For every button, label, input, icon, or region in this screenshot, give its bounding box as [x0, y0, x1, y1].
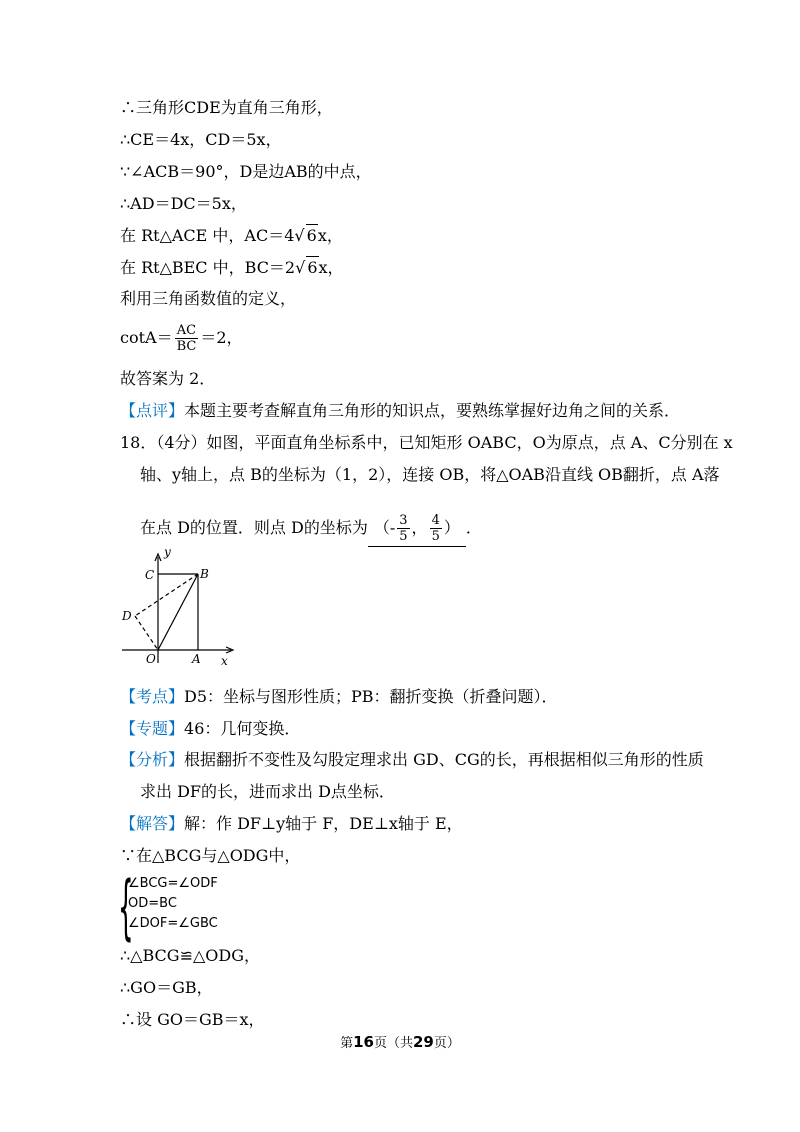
text-segment: cotA＝ — [120, 328, 173, 347]
page-total: 29 — [413, 1033, 434, 1051]
text-segment: x， — [318, 258, 344, 277]
coordinate-figure — [118, 545, 243, 670]
question-line: 轴、y轴上，点 B的坐标为（1，2），连接 OB，将△OAB沿直线 OB翻折，点 A落 — [140, 465, 720, 484]
fraction — [430, 513, 442, 544]
numerator: 3 — [399, 513, 408, 528]
proof-line: ∴设 GO＝GB＝x， — [120, 1010, 265, 1029]
zhuanti-tag: 【专题】 — [120, 719, 185, 738]
diagonal-ob — [158, 574, 198, 650]
jieda-tag: 【解答】 — [120, 814, 185, 833]
numerator: AC — [175, 323, 199, 339]
label-x: x — [221, 654, 228, 668]
question-line: 18．（4分）如图，平面直角坐标系中，已知矩形 OABC，O为原点，点 A、C分别在 x — [120, 433, 733, 452]
text-line: ∴AD＝DC＝5x， — [120, 194, 247, 213]
text-line: 在 Rt△ACE 中，AC＝4√ 6x， — [120, 226, 343, 245]
page-footer — [0, 1032, 800, 1051]
label-b: B — [200, 567, 209, 581]
zhuanti-text: 46：几何变换． — [184, 719, 301, 738]
footer-text: 第 — [340, 1036, 354, 1051]
segment-do — [135, 616, 158, 650]
footer-text: 页（共 — [373, 1036, 413, 1051]
proof-line: ∴△BCG≌△ODG， — [120, 946, 261, 965]
text-segment: x， — [317, 226, 343, 245]
radicand: 6 — [306, 226, 317, 245]
label-a: A — [192, 652, 201, 666]
kaodian-line — [120, 686, 558, 708]
text-line: 故答案为 2． — [120, 369, 216, 388]
answer-blank — [368, 510, 466, 547]
label-d: D — [122, 609, 132, 623]
text-segment: 在 Rt△ACE 中，AC＝4 — [120, 226, 295, 245]
comment-tag: 【点评】 — [120, 401, 185, 420]
answer-part: （- — [373, 518, 396, 537]
fraction — [175, 323, 199, 354]
left-brace: { — [118, 866, 134, 948]
denominator: 5 — [431, 529, 440, 544]
fenxi-tag: 【分析】 — [120, 750, 185, 769]
kaodian-tag: 【考点】 — [120, 687, 185, 706]
proof-line: ∵在△BCG与△ODG中， — [120, 846, 301, 865]
comment-text: 本题主要考查解直角三角形的知识点，要熟练掌握好边角之间的关系． — [184, 401, 681, 420]
system-line: OD=BC — [128, 896, 177, 911]
text-line: 在 Rt△BEC 中，BC＝2√ 6x， — [120, 258, 344, 277]
fenxi-text: 根据翻折不变性及勾股定理求出 GD、CG的长，再根据相似三角形的性质 — [184, 750, 704, 769]
footer-text: 页） — [433, 1036, 460, 1051]
answer-part: ） — [443, 518, 460, 537]
text-line: ∵∠ACB＝90°，D是边AB的中点， — [120, 162, 372, 181]
question-line — [140, 510, 482, 547]
system-line: ∠DOF=∠GBC — [128, 916, 218, 931]
answer-part: ， — [411, 518, 428, 537]
text-line: 利用三角函数值的定义， — [120, 289, 297, 308]
jieda-text: 解：作 DF⊥y轴于 F，DE⊥x轴于 E， — [184, 814, 463, 833]
fenxi-line — [120, 749, 704, 771]
page-number: 16 — [353, 1033, 374, 1051]
denominator: BC — [176, 339, 197, 354]
proof-line: ∴GO＝GB， — [120, 978, 213, 997]
text-segment: 在 Rt△BEC 中，BC＝2 — [120, 258, 296, 277]
text-line: ∴CE＝4x，CD＝5x， — [120, 130, 282, 149]
label-o: O — [146, 652, 156, 666]
text-line: ∴三角形CDE为直角三角形， — [120, 98, 333, 117]
fraction — [397, 513, 409, 544]
zhuanti-line — [120, 718, 300, 740]
radicand: 6 — [307, 258, 318, 277]
numerator: 4 — [431, 513, 440, 528]
label-c: C — [145, 568, 155, 582]
comment-line — [120, 400, 680, 422]
jieda-line — [120, 813, 463, 835]
kaodian-text: D5：坐标与图形性质；PB：翻折变换（折叠问题）． — [184, 687, 558, 706]
text-segment: 在点 D的位置．则点 D的坐标为 — [140, 518, 368, 537]
text-segment: ＝2， — [200, 328, 243, 347]
denominator: 5 — [399, 529, 408, 544]
text-line — [120, 320, 243, 356]
fenxi-line: 求出 DF的长，进而求出 D点坐标． — [140, 782, 395, 801]
text-segment: ． — [465, 518, 482, 537]
system-line: ∠BCG=∠ODF — [128, 876, 218, 891]
label-y: y — [164, 545, 171, 559]
